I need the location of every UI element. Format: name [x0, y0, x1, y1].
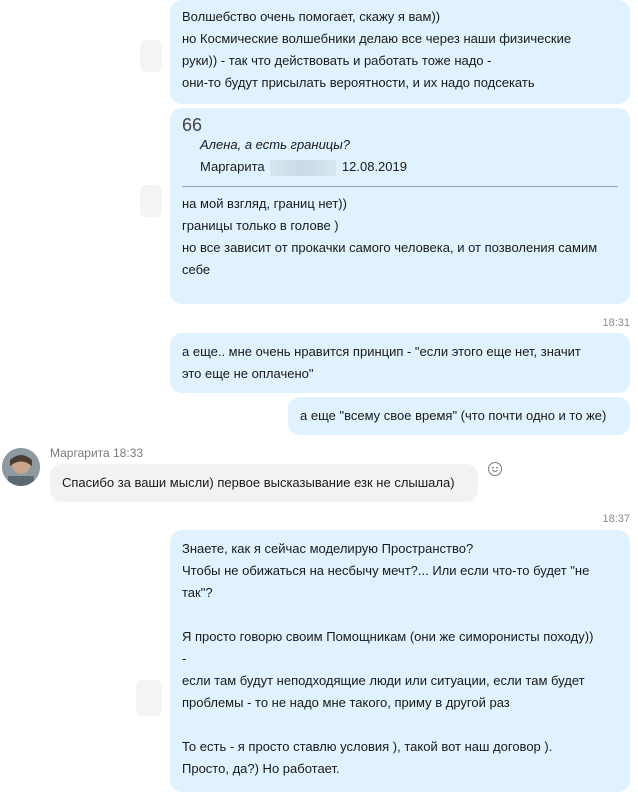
message-actions-placeholder	[140, 185, 162, 217]
message-line: Знаете, как я сейчас моделирую Пространство?	[182, 541, 474, 556]
timestamp: 18:31	[602, 317, 630, 329]
incoming-message[interactable]	[50, 464, 478, 502]
timestamp: 18:37	[602, 513, 630, 525]
quote-date: 12.08.2019	[341, 159, 407, 174]
message-actions-placeholder	[140, 40, 162, 72]
quote-meta	[200, 156, 618, 178]
message-line: Чтобы не обижаться на несбычу мечт?... Или если что-то будет "не	[182, 563, 590, 578]
message-line: но Космические волшебники делаю все через наши физические	[182, 31, 572, 46]
smile-icon	[489, 463, 501, 475]
blurred-time	[270, 160, 336, 176]
message-line: Просто, да?) Но работает.	[182, 761, 340, 776]
message-line: это еще не оплачено"	[182, 366, 314, 381]
message-line	[182, 604, 618, 626]
quote-author: Маргарита	[200, 159, 265, 174]
message-actions-placeholder	[136, 680, 162, 716]
quote-divider	[182, 186, 618, 187]
message-line: руки)) - так что действовать и работать тоже надо -	[182, 53, 492, 68]
message-line: а еще.. мне очень нравится принцип - "если этого еще нет, значит	[182, 344, 581, 359]
message-line: они-то будут присылать вероятности, и их надо подсекать	[182, 75, 535, 90]
avatar-photo-icon	[2, 448, 40, 486]
message-line: Я просто говорю своим Помощникам (они же симоронисты походу))	[182, 629, 594, 644]
message-line: границы только в голове )	[182, 218, 339, 233]
quote-text: Алена, а есть границы?	[200, 137, 351, 152]
quote-icon: 66	[182, 115, 203, 135]
sender-name-time: Маргарита 18:33	[50, 446, 144, 460]
message-line: себе	[182, 262, 211, 277]
message-line: так"?	[182, 585, 213, 600]
message-line: проблемы - то не надо мне такого, приму в другой раз	[182, 695, 510, 710]
message-line: если там будут неподходящие люди или ситуации, если там будет	[182, 673, 585, 688]
message-line	[182, 714, 618, 736]
outgoing-message[interactable]	[170, 0, 630, 104]
quote-block[interactable]	[182, 116, 618, 187]
message-text: а еще "всему свое время" (что почти одно и то же)	[300, 408, 607, 423]
message-line: но все зависит от прокачки самого человека, и от позволения самим	[182, 240, 598, 255]
message-text: Спасибо за ваши мысли) первое высказывание езк не слышала)	[62, 475, 455, 490]
message-line: То есть - я просто ставлю условия ), такой вот наш договор ).	[182, 739, 553, 754]
outgoing-message-with-quote[interactable]	[170, 108, 630, 304]
outgoing-message[interactable]	[170, 530, 630, 792]
message-line: на мой взгляд, границ нет))	[182, 196, 347, 211]
outgoing-message[interactable]	[170, 333, 630, 393]
outgoing-message[interactable]	[288, 397, 630, 435]
message-line: -	[182, 651, 187, 666]
emoji-reaction-icon[interactable]	[488, 462, 502, 476]
message-line: Волшебство очень помогает, скажу я вам))	[182, 9, 441, 24]
avatar[interactable]	[2, 448, 40, 486]
